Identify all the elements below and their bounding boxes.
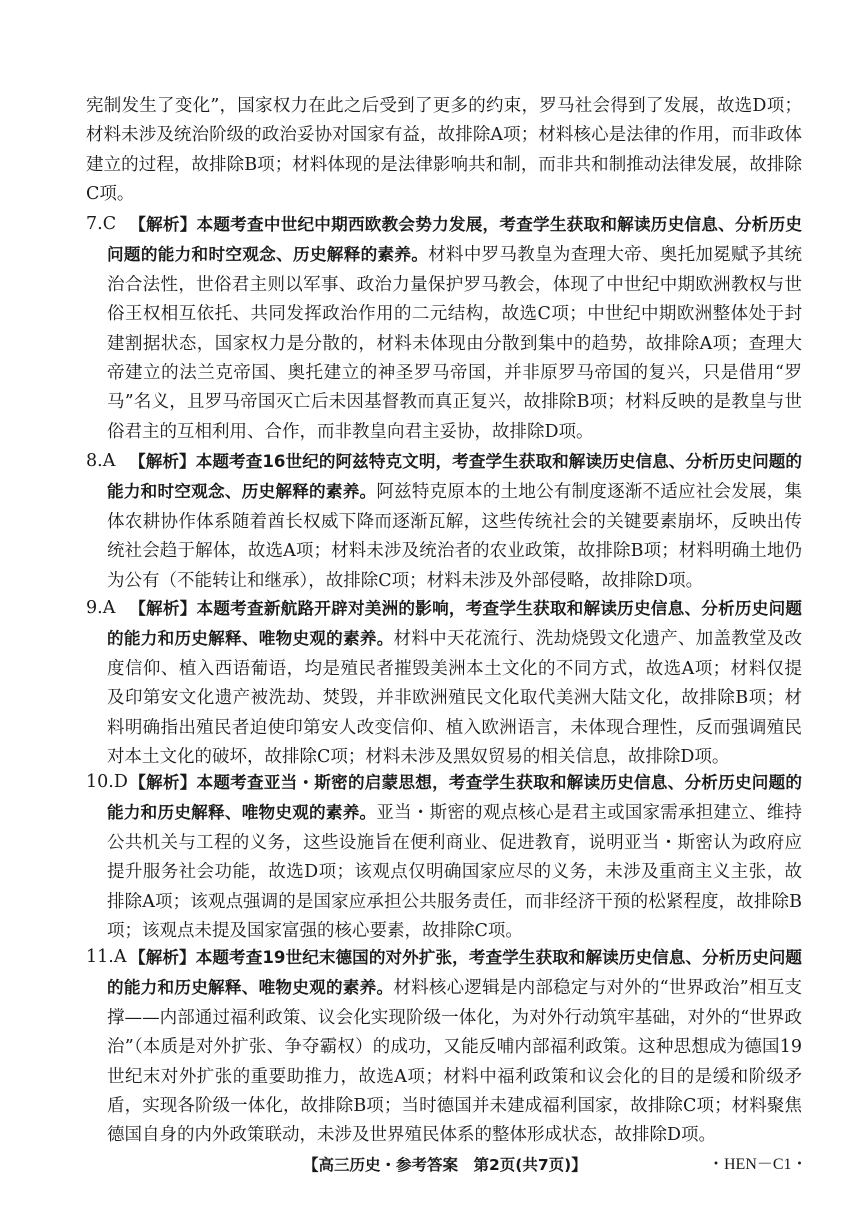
- answer-item-7: [86, 210, 802, 447]
- item-answer: C: [102, 214, 117, 234]
- answer-item-8: [86, 447, 802, 596]
- item-analysis-body: 阿兹特克原本的土地公有制度逐渐不适应社会发展，集体农耕协作体系随着酋长权威下降而逐渐瓦解，这些传统社会的关键要素崩坏，反映出传统社会趋于解体，故选A项；材料未涉及统治者的农业政策，故排除B项；材料明确土地仍为公有（不能转让和继承），故排除C项；材料未涉及外部侵略，故排除D项。: [107, 482, 803, 591]
- answer-item-11: [86, 943, 802, 1151]
- footer-page-info: 【高三历史・参考答案 第2页(共7页)】: [303, 1156, 587, 1174]
- item-analysis-heading: 【解析】本题考查19世纪末德国的对外扩张，考查学生获取和解读历史信息、分析历史问题的能力和历史解释、唯物史观的素养。: [107, 948, 802, 998]
- item-number: 7.: [86, 214, 103, 234]
- item-analysis-body: 材料中天花流行、洗劫烧毁文化遗产、加盖教堂及改度信仰、植入西语葡语，均是殖民者摧毁美洲本土文化的不同方式，故选A项；材料仅提及印第安文化遗产被洗劫、焚毁，并非欧洲殖民文化取代美洲大陆文化，故排除B项；材料明确指出殖民者迫使印第安人改变信仰、植入欧洲语言，未体现合理性，反而强调殖民对本土文化的破坏，故排除C项；材料未涉及黑奴贸易的相关信息，故排除D项。: [107, 629, 803, 768]
- item-number: 9.: [86, 598, 103, 618]
- item-analysis-heading: 【解析】本题考查中世纪中期西欧教会势力发展，考查学生获取和解读历史信息、分析历史问题的能力和时空观念、历史解释的素养。: [107, 215, 802, 265]
- page-footer: [0, 1150, 868, 1180]
- item-analysis-body: 亚当・斯密的观点核心是君主或国家需承担建立、维持公共机关与工程的义务，这些设施旨在便利商业、促进教育，说明亚当・斯密认为政府应提升服务社会功能，故选D项；该观点仅明确国家应尽的义务，未涉及重商主义主张，故排除A项；该观点强调的是国家应承担公共服务责任，而非经济干预的松紧程度，故排除B项；该观点未提及国家富强的核心要素，故排除C项。: [107, 803, 803, 942]
- answer-item-9: [86, 594, 802, 772]
- item-number: 8.: [86, 451, 103, 471]
- item-analysis-heading: 【解析】本题考查新航路开辟对美洲的影响，考查学生获取和解读历史信息、分析历史问题的能力和历史解释、唯物史观的素养。: [107, 599, 802, 649]
- item-analysis-body: 材料核心逻辑是内部稳定与对外的“世界政治”相互支撑——内部通过福利政策、议会化实现阶级一体化，为对外行动筑牢基础，对外的“世界政治”（本质是对外扩张、争夺霸权）的成功，又能反哺内部福利政策。这种思想成为德国19世纪末对外扩张的重要助推力，故选A项；材料中福利政策和议会化的目的是缓和阶级矛盾，实现各阶级一体化，故排除B项；当时德国并未建成福利国家，故排除C项；材料聚焦德国自身的内外政策联动，未涉及世界殖民体系的整体形成状态，故排除D项。: [107, 978, 802, 1146]
- footer-code: ・HEN－C1・: [708, 1156, 808, 1173]
- item-analysis-heading: 【解析】本题考查亚当・斯密的启蒙思想，考查学生获取和解读历史信息、分析历史问题的能力和历史解释、唯物史观的素养。: [107, 773, 802, 823]
- item-answer: A: [102, 451, 116, 471]
- item-answer: A: [113, 947, 127, 967]
- item-analysis-body: 材料中罗马教皇为查理大帝、奥托加冕赋予其统治合法性，世俗君主则以军事、政治力量保护罗马教会，体现了中世纪中期欧洲教权与世俗王权相互依托、共同发挥政治作用的二元结构，故选C项；中世纪中期欧洲整体处于封建割据状态，国家权力是分散的，材料未体现由分散到集中的趋势，故排除A项；查理大帝建立的法兰克帝国、奥托建立的神圣罗马帝国，并非原罗马帝国的复兴，只是借用“罗马”名义，且罗马帝国灭亡后未因基督教而真正复兴，故排除B项；材料反映的是教皇与世俗君主的互相利用、合作，而非教皇向君主妥协，故排除D项。: [107, 245, 802, 442]
- item-answer: D: [113, 772, 128, 792]
- item-answer: A: [102, 598, 116, 618]
- answer-item-10: [86, 768, 802, 946]
- intro-paragraph: 宪制发生了变化”，国家权力在此之后受到了更多的约束，罗马社会得到了发展，故选D项；材料未涉及统治阶级的政治妥协对国家有益，故排除A项；材料核心是法律的作用，而非政体建立的过程，故排除B项；材料体现的是法律影响共和制，而非共和制推动法律发展，故排除C项。: [86, 96, 802, 205]
- item-analysis-heading: 【解析】本题考查16世纪的阿兹特克文明，考查学生获取和解读历史信息、分析历史问题的能力和时空观念、历史解释的素养。: [107, 452, 802, 502]
- item-number: 10.: [86, 772, 114, 792]
- item-number: 11.: [86, 947, 114, 967]
